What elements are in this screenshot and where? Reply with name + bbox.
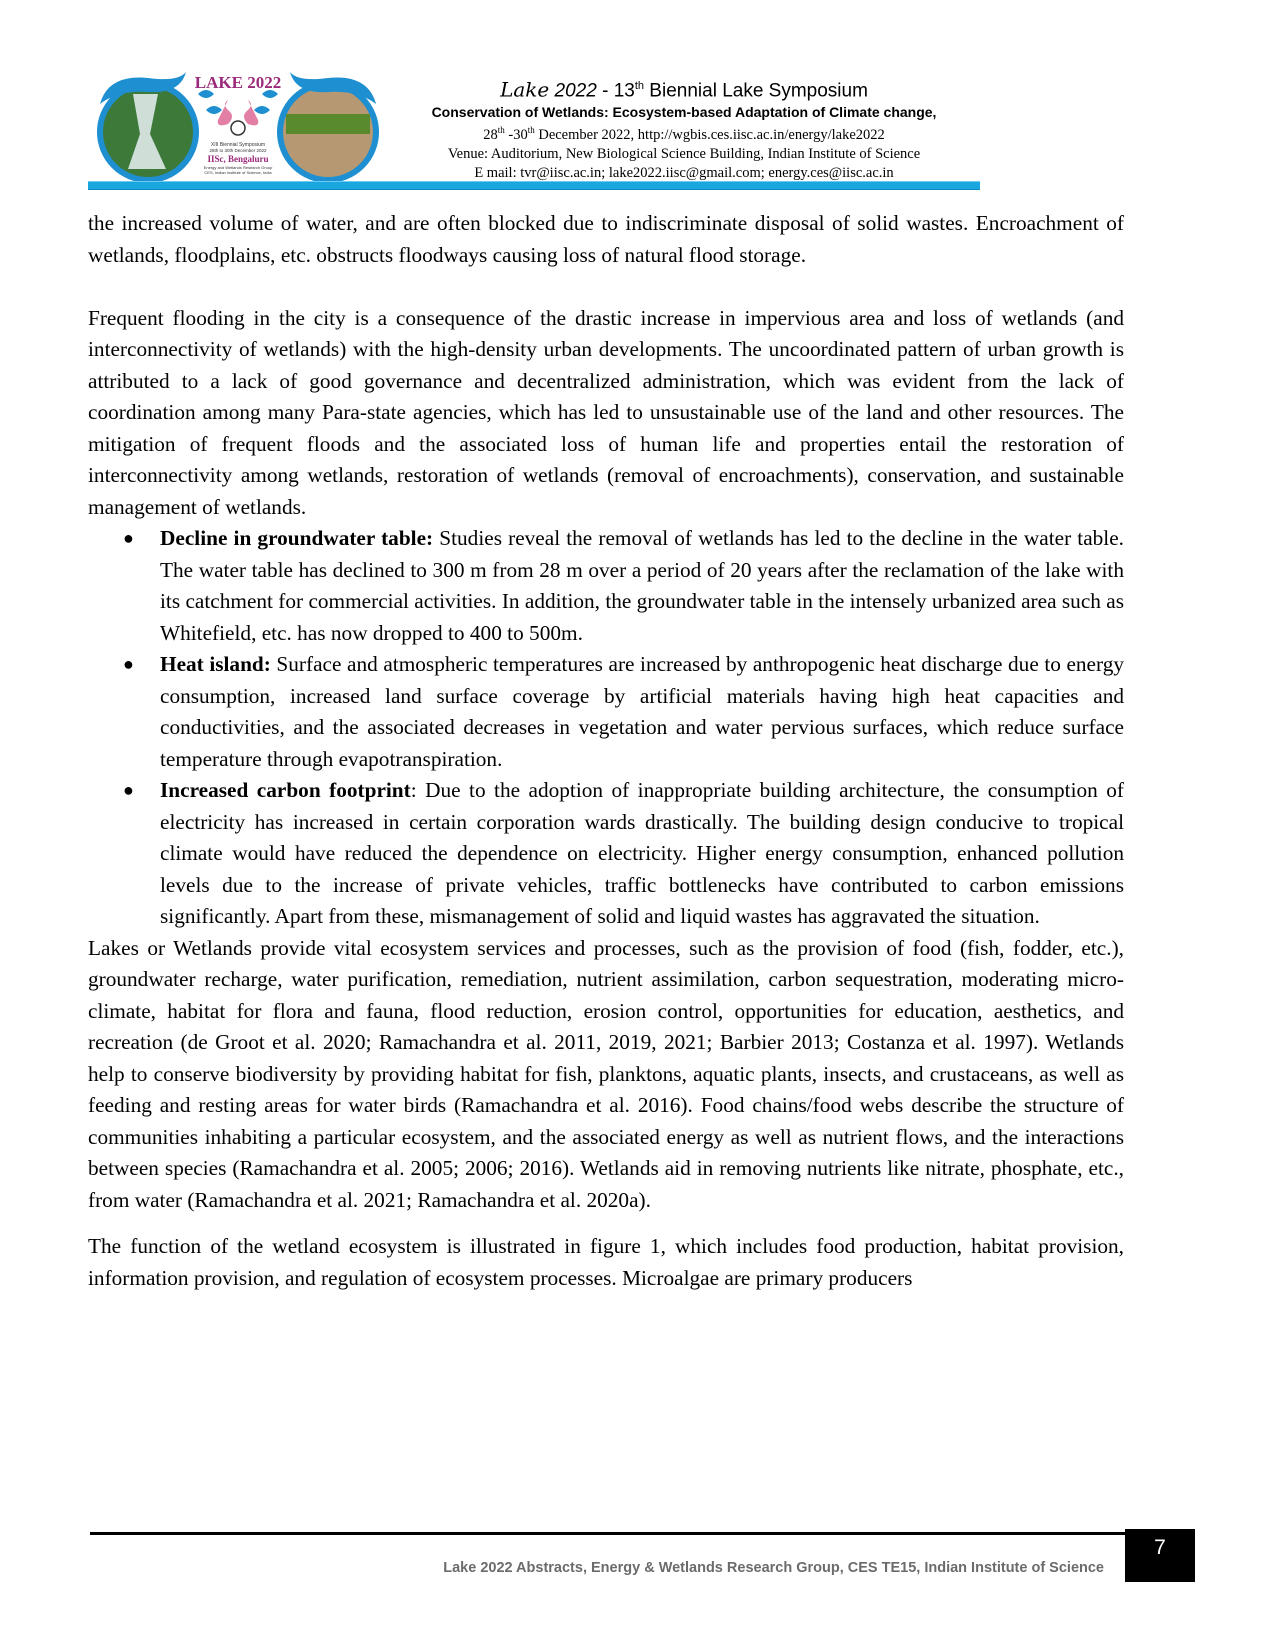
list-item-term: Heat island: [160, 652, 271, 676]
list-item-text: Surface and atmospheric temperatures are increased by anthropogenic heat discharge due to energy consumption, increased land surface coverage by artificial materials having high heat capacities and conductivities, and the associated decreases in vegetation and water pervious surfaces, which reduce surface temperature through evapotranspiration. [160, 652, 1125, 771]
spacer [88, 271, 1124, 303]
list-item-text: : Due to the adoption of inappropriate building architecture, the consumption of electricity has increased in certain corporation wards drastically. The building design conducive to tropical climate would have reduced the dependence on electricity. Higher energy consumption, enhanced pollution levels due to the increase of private vehicles, traffic bottlenecks have contributed to carbon emissions significantly. Apart from these, mismanagement of solid and liquid wastes has aggravated the situation. [160, 778, 1124, 928]
lake-2022-logo [88, 64, 388, 184]
symposium-email[interactable]: E mail: tvr@iisc.ac.in; lake2022.iisc@gmail.com; energy.ces@iisc.ac.in [474, 165, 894, 182]
leaf-icon [198, 90, 278, 114]
list-item-term: Decline in groundwater table: [160, 526, 434, 550]
title-ordinal: th [634, 80, 645, 92]
flooding-paragraph: Frequent flooding in the city is a consequence of the drastic increase in impervious area and loss of wetlands (and interconnectivity of wetlands) with the high-density urban developments. The uncoordinated pattern of urban growth is attributed to a lack of good governance and decentralized administration, which was evident from the lack of coordination among many Para-state agencies, which has led to unsustainable use of the land and other resources. The mitigation of frequent floods and the associated loss of human life and properties entail the restoration of interconnectivity among wetlands, restoration of wetlands (removal of encroachments), conservation, and sustainable management of wetlands. [88, 305, 1124, 519]
logo-subtitle: XIII Biennial Symposium [210, 142, 266, 148]
page-header [88, 64, 980, 188]
impact-list [88, 523, 1124, 933]
header-divider [88, 181, 980, 190]
list-item-term: Increased carbon footprint [160, 778, 411, 802]
page-number: 7 [1125, 1529, 1195, 1582]
bullet-icon: ● [123, 654, 134, 674]
page-body [88, 208, 1124, 1294]
bullet-icon: ● [123, 780, 134, 800]
title-year: 2022 [554, 80, 597, 102]
logo-institute: CES, Indian Institute of Science, India [204, 170, 272, 175]
logo-group: Energy and Wetlands Research Group [203, 165, 273, 170]
date-start: 28 [483, 127, 498, 144]
spacer [88, 1216, 1124, 1231]
logo-dates: 28th to 30th December 2022 [209, 148, 267, 153]
symposium-dates [388, 121, 980, 145]
title-number: 13 [613, 80, 635, 102]
symposium-theme: Conservation of Wetlands: Ecosystem-based Adaptation of Climate change, [431, 104, 937, 121]
list-item-text: Studies reveal the removal of wetlands has led to the decline in the water table. The water table has declined to 300 m from 28 m over a period of 20 years after the reclamation of the lake with its catchment for commercial activities. In addition, the groundwater table in the intensely urbanized area such as Whitefield, etc. has now dropped to 400 to 500m. [160, 526, 1124, 645]
date-start-ordinal: th [497, 125, 505, 136]
symposium-info [388, 74, 980, 183]
emblem-icon [231, 121, 245, 135]
list-item [123, 775, 1124, 933]
date-url[interactable]: December 2022, http://wgbis.ces.iisc.ac.in/energy/lake2022 [534, 127, 885, 144]
list-item [123, 649, 1125, 775]
symposium-title [388, 74, 980, 103]
continuation-paragraph: the increased volume of water, and are often blocked due to indiscriminate disposal of solid wastes. Encroachment of wetlands, floodplains, etc. obstructs floodways causing loss of natural flood storage. [88, 211, 1124, 267]
date-end-ordinal: th [527, 125, 535, 136]
title-dash: - [596, 80, 614, 102]
list-item [123, 523, 1124, 649]
date-end: -30 [504, 127, 528, 144]
ecosystem-services-paragraph: Lakes or Wetlands provide vital ecosystem services and processes, such as the provision of food (fish, fodder, etc.), groundwater recharge, water purification, remediation, nutrient assimilation, carbon sequestration, moderating micro-climate, habitat for flora and fauna, flood reduction, erosion control, opportunities for education, aesthetics, and recreation (de Groot et al. 2020; Ramachandra et al. 2011, 2019, 2021; Barbier 2013; Costanza et al. 1997). Wetlands help to conserve biodiversity by providing habitat for fish, planktons, aquatic plants, insects, and crustaceans, as well as feeding and resting areas for water birds (Ramachandra et al. 2016). Food chains/food webs describe the structure of communities inhabiting a particular ecosystem, and the associated energy as well as nutrient flows, and the interactions between species (Ramachandra et al. 2005; 2006; 2016). Wetlands aid in removing nutrients like nitrate, phosphate, etc., from water (Ramachandra et al. 2021; Ramachandra et al. 2020a). [88, 935, 1124, 1212]
symposium-venue: Venue: Auditorium, New Biological Science Building, Indian Institute of Science [447, 146, 921, 163]
footer-divider [90, 1532, 1125, 1535]
title-rest: Biennial Lake Symposium [644, 80, 868, 102]
logo-title: LAKE 2022 [194, 73, 282, 92]
title-lake: Lake [500, 77, 550, 102]
mangrove-trees-icon [286, 114, 370, 134]
footer-credit: Lake 2022 Abstracts, Energy & Wetlands Research Group, CES TE15, Indian Institute of Science [443, 1560, 1104, 1576]
wetland-function-paragraph: The function of the wetland ecosystem is illustrated in figure 1, which includes food production, habitat provision, information provision, and regulation of ecosystem processes. Microalgae are primary producers [88, 1234, 1124, 1290]
logo-venue: IISc, Bengaluru [207, 154, 269, 164]
bullet-icon: ● [123, 528, 134, 548]
